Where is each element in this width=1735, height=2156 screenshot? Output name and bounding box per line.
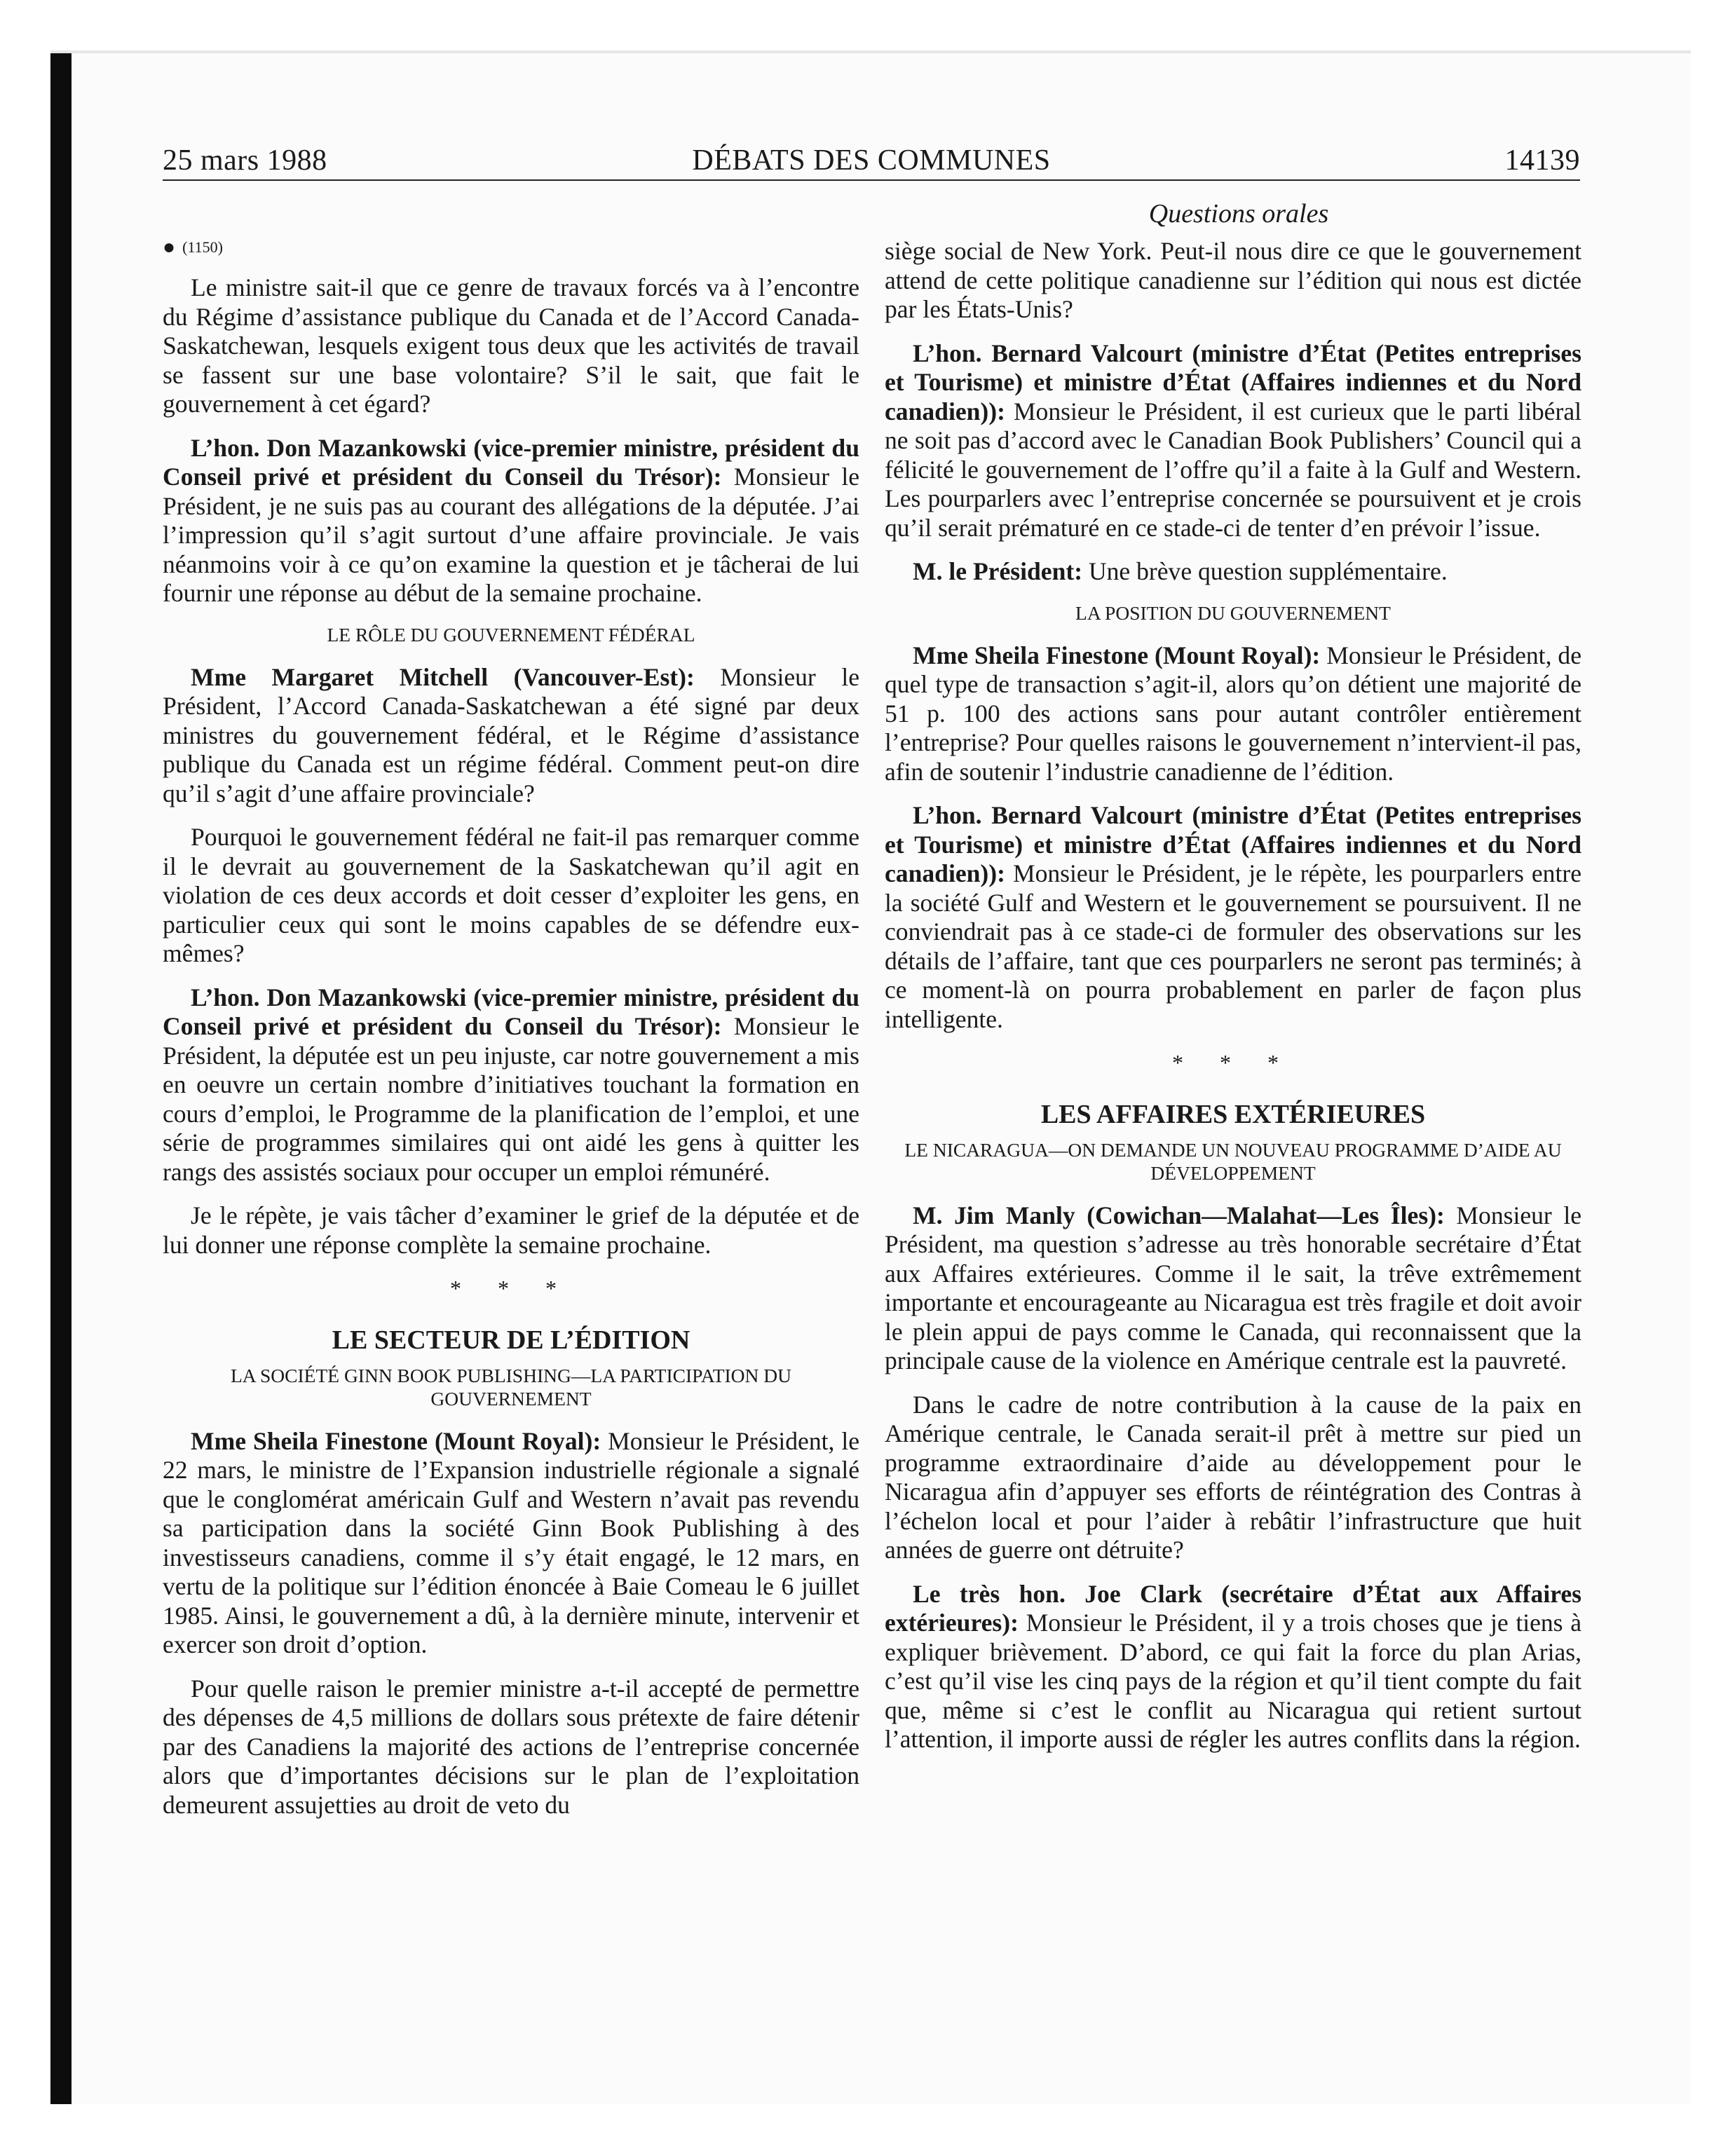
- speaker-name: L’hon. Don Mazankowski (vice-premier ministre, président du Conseil privé et président du Conseil du Trésor):: [163, 433, 859, 491]
- speech-text: Monsieur le Président, je ne suis pas au courant des allégations de la députée. J’ai l’impression qu’il s’agit surtout d’une affaire provinciale. Je vais néanmoins voir à ce qu’on examine la question et je tâcherai de lui fournir une réponse au début de la semaine prochaine.: [163, 463, 859, 607]
- paragraph: Le ministre sait-il que ce genre de travaux forcés va à l’encontre du Régime d’assistance publique du Canada et de l’Accord Canada-Saskatchewan, lesquels exigent tous deux que les activités de travail se fassent sur une base volontaire? S’il le sait, que fait le gouvernement à cet égard?: [163, 273, 859, 418]
- paragraph: Je le répète, je vais tâcher d’examiner le grief de la députée et de lui donner une réponse complète la semaine prochaine.: [163, 1201, 859, 1259]
- speaker-name: L’hon. Don Mazankowski (vice-premier ministre, président du Conseil privé et président du Conseil du Trésor):: [163, 983, 859, 1040]
- paragraph: Dans le cadre de notre contribution à la cause de la paix en Amérique centrale, le Canada serait-il prêt à mettre sur pied un programme extraordinaire d’aide au développement pour le Nicaragua afin d’appuyer ses efforts de réintégration des Contras à l’échelon local et pour l’aider à rebâtir l’infrastructure que huit années de guerre ont détruite?: [885, 1390, 1581, 1564]
- speech-paragraph: [163, 434, 859, 608]
- speech-paragraph: [163, 663, 859, 809]
- subheading: LE NICARAGUA—ON DEMANDE UN NOUVEAU PROGRAMME D’AIDE AU DÉVELOPPEMENT: [904, 1138, 1562, 1184]
- time-marker-text: (1150): [182, 238, 223, 256]
- speaker-name: M. Jim Manly (Cowichan—Malahat—Les Îles):: [913, 1201, 1445, 1229]
- subheading: LE RÔLE DU GOUVERNEMENT FÉDÉRAL: [327, 623, 695, 646]
- bullet-icon: ●: [163, 236, 176, 259]
- speaker-name: L’hon. Bernard Valcourt (ministre d’État (Petites entreprises et Tourisme) et ministre d’État (Affaires indiennes et du Nord canadien)):: [885, 339, 1581, 425]
- left-column: [163, 237, 859, 1834]
- speech-text: Monsieur le Président, il y a trois choses que je tiens à expliquer brièvement. D’abord, ce qui fait la force du plan Arias, c’est qu’il vise les cinq pays de la région et qu’il tient compte du fait que, même si c’est le conflit au Nicaragua qui retient surtout l’attention, il importe aussi de régler les autres conflits dans la région.: [885, 1609, 1581, 1753]
- subheading: LA POSITION DU GOUVERNEMENT: [1075, 601, 1391, 624]
- paragraph: siège social de New York. Peut-il nous dire ce que le gouvernement attend de cette politique canadienne sur l’édition qui nous est dictée par les États-Unis?: [885, 237, 1581, 323]
- section-separator: * * *: [450, 1276, 572, 1301]
- subheading: LA SOCIÉTÉ GINN BOOK PUBLISHING—LA PARTICIPATION DU GOUVERNEMENT: [231, 1364, 791, 1410]
- speech-text: Monsieur le Président, ma question s’adresse au très honorable secrétaire d’État aux Affaires extérieures. Comme il le sait, la trêve extrêmement importante et encourageante au Nicaragua est très fragile et doit avoir le plein appui de pays comme le Canada, qui reconnaissent que la principale cause de la violence en Amérique centrale est la pauvreté.: [885, 1201, 1581, 1374]
- section-title: LES AFFAIRES EXTÉRIEURES: [1040, 1099, 1426, 1129]
- speech-text: Monsieur le Président, il est curieux que le parti libéral ne soit pas d’accord avec le Canadian Book Publishers’ Council qui a félicité le gouvernement de l’offre qu’il a faite à la Gulf and Western. Les pourparlers avec l’entreprise concernée se poursuivent et je crois qu’il serait prématuré en ce stade-ci de tenter d’en prévoir l’issue.: [885, 397, 1581, 542]
- time-marker: [163, 237, 859, 258]
- speech-paragraph: [163, 983, 859, 1187]
- speech-text: Monsieur le Président, de quel type de transaction s’agit-il, alors qu’on détient une majorité de 51 p. 100 des actions sans pour autant contrôler entièrement l’entreprise? Pour quelles raisons le gouvernement n’intervient-il pas, afin de soutenir l’industrie canadienne de l’édition.: [885, 641, 1581, 786]
- section-separator: * * *: [1172, 1050, 1294, 1075]
- speaker-name: Mme Margaret Mitchell (Vancouver-Est):: [191, 662, 695, 691]
- speaker-name: Le très hon. Joe Clark (secrétaire d’État aux Affaires extérieures):: [885, 1579, 1581, 1637]
- speech-text: Monsieur le Président, l’Accord Canada-Saskatchewan a été signé par deux ministres du gouvernement fédéral, et le Régime d’assistance publique du Canada est un régime fédéral. Comment peut-on dire qu’il s’agit d’une affaire provinciale?: [163, 662, 859, 807]
- speaker-name: L’hon. Bernard Valcourt (ministre d’État (Petites entreprises et Tourisme) et ministre d’État (Affaires indiennes et du Nord canadien)):: [885, 801, 1581, 887]
- section-title: LE SECTEUR DE L’ÉDITION: [332, 1325, 690, 1355]
- speech-paragraph: [885, 1580, 1581, 1754]
- speech-text: Monsieur le Président, le 22 mars, le ministre de l’Expansion industrielle régionale a signalé que le conglomérat américain Gulf and Western n’avait pas revendu sa participation dans la société Ginn Book Publishing à des investisseurs canadiens, comme il s’y était engagé, le 12 mars, en vertu de la politique sur l’édition énoncée à Baie Comeau le 6 juillet 1985. Ainsi, le gouvernement a dû, à la dernière minute, intervenir et exercer son droit d’option.: [163, 1426, 859, 1658]
- scan-edge-shadow: [50, 50, 72, 2104]
- header-date: 25 mars 1988: [163, 144, 327, 177]
- scan-top-edge: [50, 50, 1691, 53]
- speech-paragraph: [885, 641, 1581, 787]
- header-page-number: 14139: [1504, 144, 1580, 177]
- paragraph: Pourquoi le gouvernement fédéral ne fait-il pas remarquer comme il le devrait au gouvernement de la Saskatchewan qu’il agit en violation de ces deux accords et doit cesser d’exploiter les gens, en particulier ceux qui sont le moins capables de se défendre eux-mêmes?: [163, 823, 859, 967]
- speaker-name: Mme Sheila Finestone (Mount Royal):: [191, 1426, 601, 1455]
- header-title: DÉBATS DES COMMUNES: [692, 144, 1051, 177]
- speaker-name: M. le Président:: [913, 557, 1083, 585]
- speech-paragraph: [163, 1427, 859, 1660]
- speech-text: Une brève question supplémentaire.: [1082, 557, 1448, 585]
- speech-paragraph: [885, 557, 1581, 587]
- header-rule: [163, 179, 1580, 181]
- speech-text: Monsieur le Président, la députée est un peu injuste, car notre gouvernement a mis en oeuvre un certain nombre d’initiatives touchant la formation en cours d’emploi, le Programme de la planification de l’emploi, et une série de programmes similaires qui ont aidé les gens à quitter les rangs des assistés sociaux pour occuper un emploi rémunéré.: [163, 1012, 859, 1186]
- speech-paragraph: [885, 339, 1581, 543]
- speech-paragraph: [885, 1201, 1581, 1376]
- speech-paragraph: [885, 801, 1581, 1034]
- header-subsection: Questions orales: [1148, 199, 1329, 228]
- speaker-name: Mme Sheila Finestone (Mount Royal):: [913, 641, 1321, 669]
- speech-text: Monsieur le Président, je le répète, les pourparlers entre la société Gulf and Western et le gouvernement se poursuivent. Il ne conviendrait pas à ce stade-ci de formuler des observations sur les détails de l’affaire, tant que ces pourparlers ne seront pas terminés; à ce moment-là on pourra probablement en parler de façon plus intelligente.: [885, 859, 1581, 1033]
- running-header: [163, 144, 1580, 180]
- right-column: [885, 237, 1581, 1769]
- paragraph: Pour quelle raison le premier ministre a-t-il accepté de permettre des dépenses de 4,5 millions de dollars sous prétexte de faire détenir par des Canadiens la majorité des actions de l’entreprise concernée alors que d’importantes décisions sur le plan de l’exploitation demeurent assujetties au droit de veto du: [163, 1674, 859, 1819]
